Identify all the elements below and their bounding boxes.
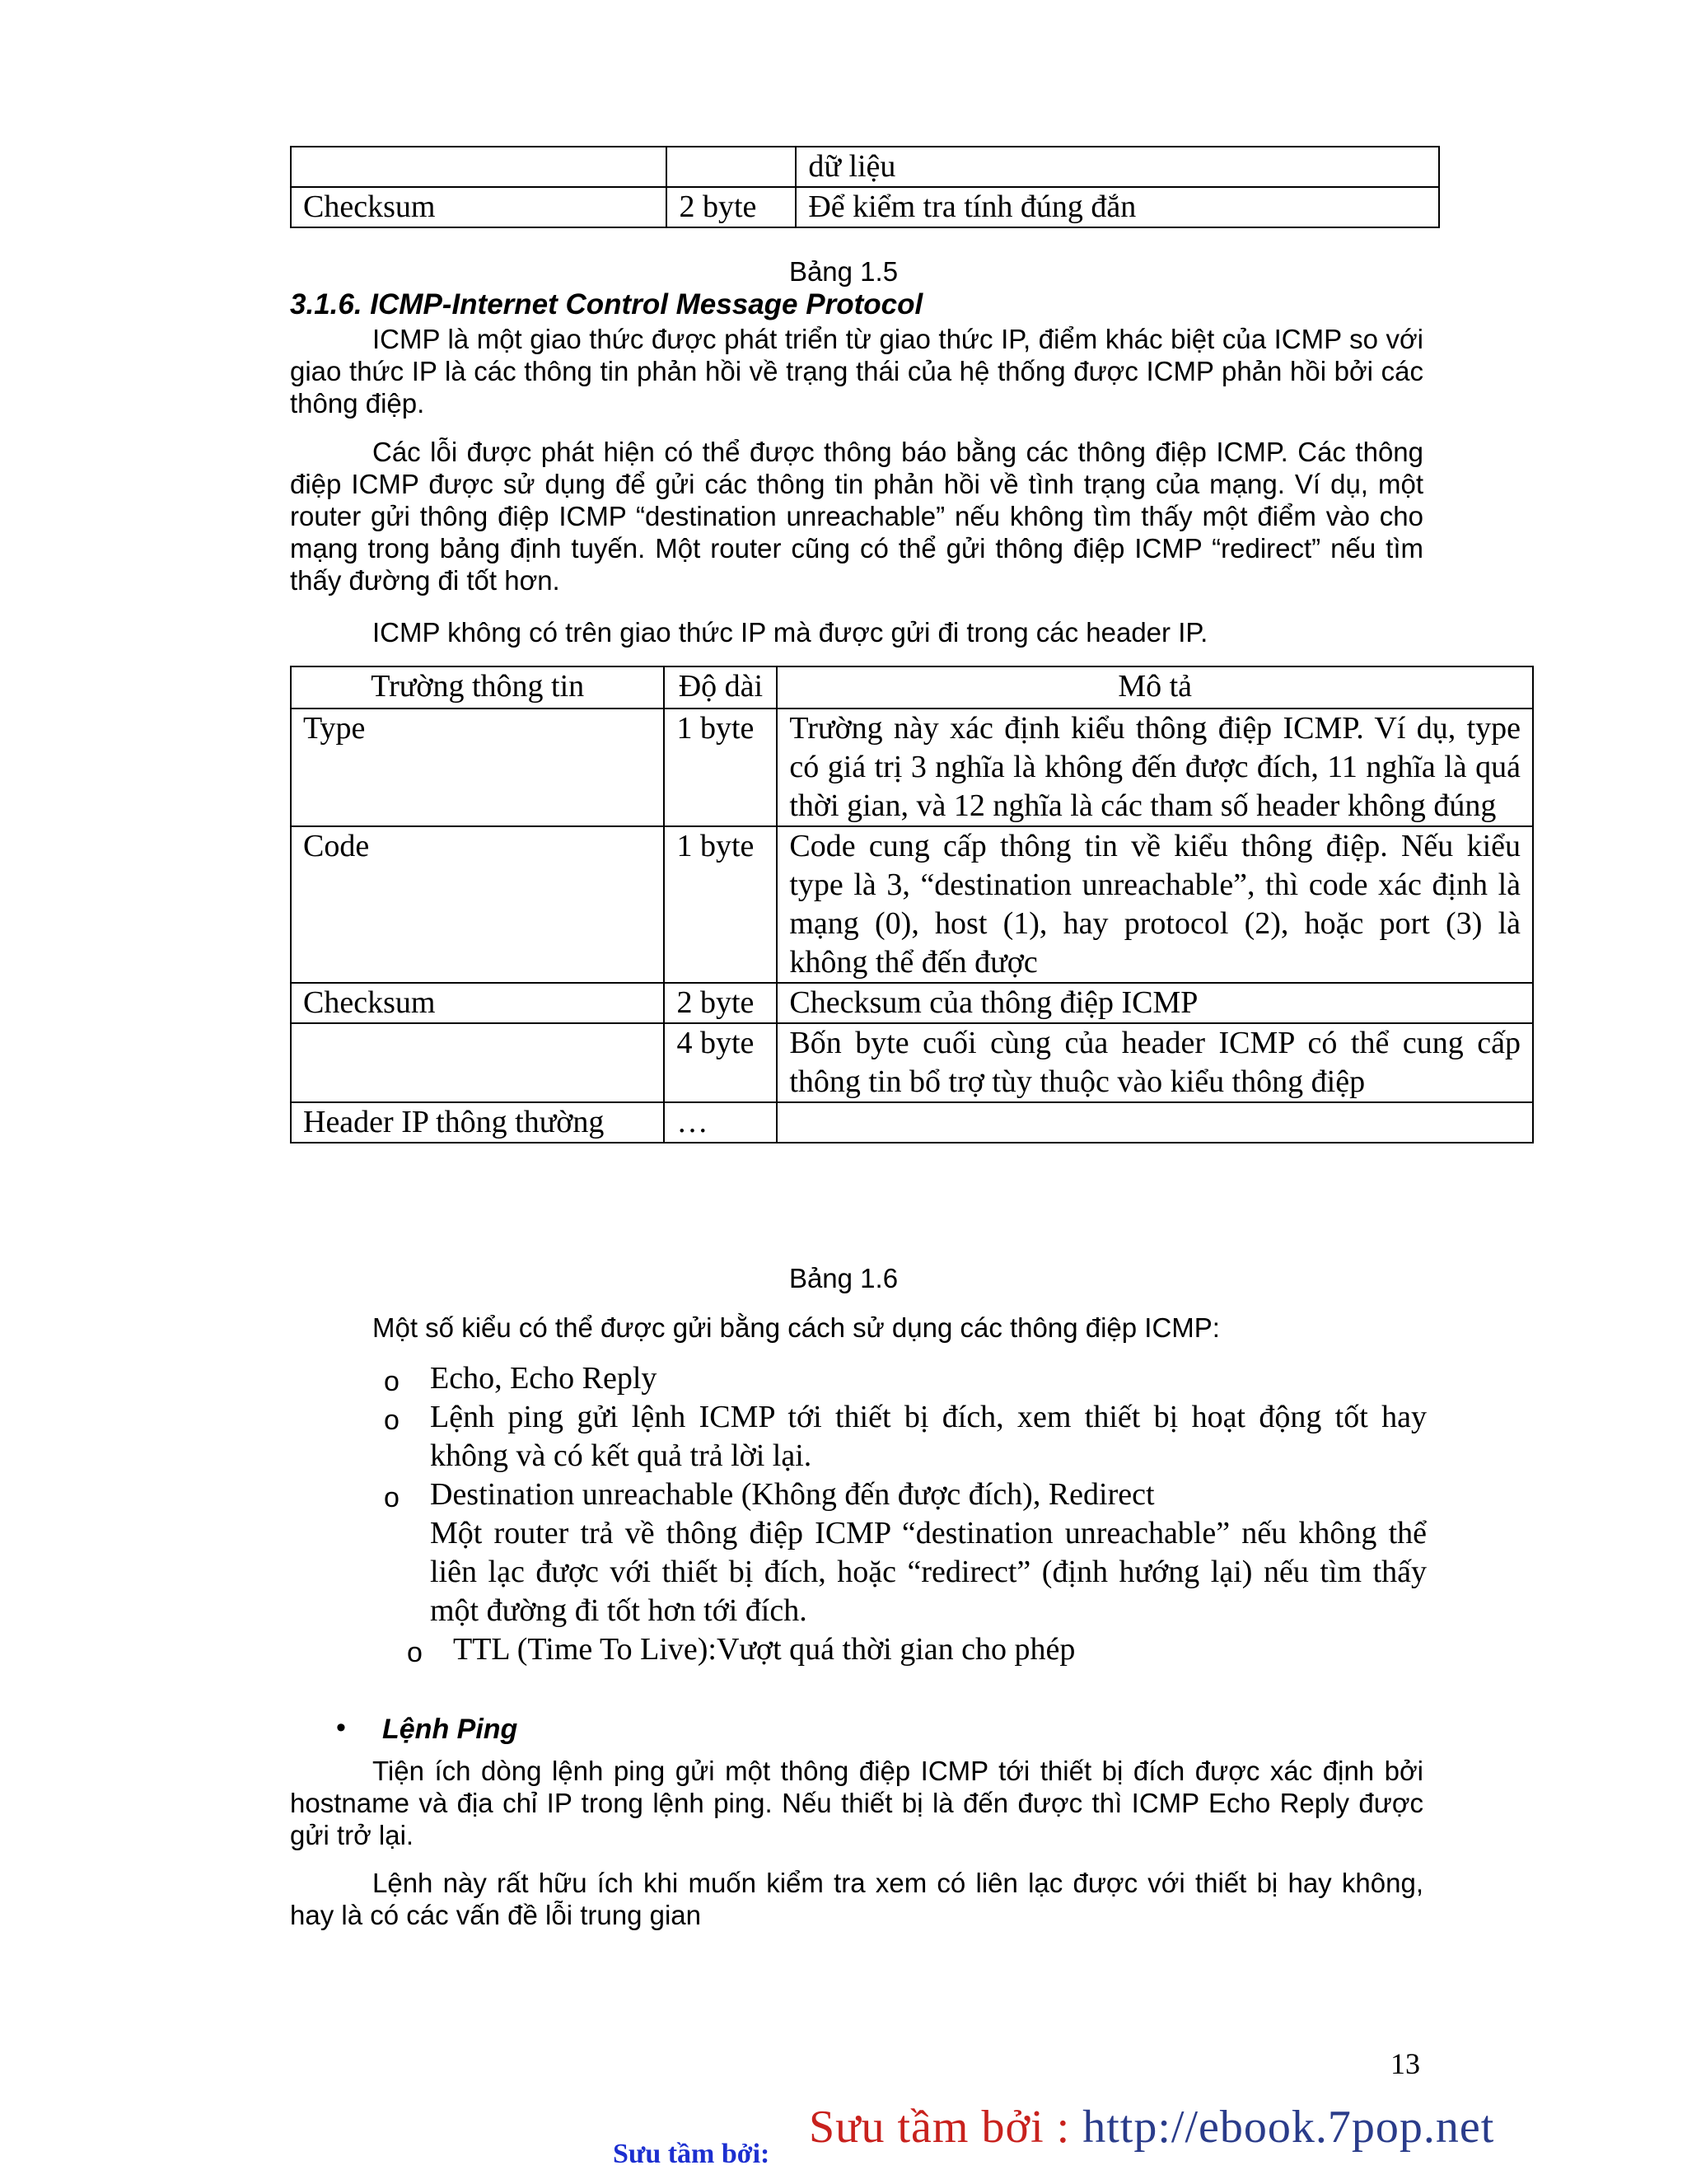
table-row bbox=[291, 1023, 1533, 1102]
table-cell-desc: Để kiểm tra tính đúng đắn bbox=[796, 187, 1439, 227]
paragraph-icmp-intro: ICMP là một giao thức được phát triển từ giao thức IP, điểm khác biệt của ICMP so với giao thức IP là các thông tin phản hồi về trạng thái của hệ thống được ICMP phản hồi bởi các thông điệp. bbox=[290, 324, 1423, 419]
table-cell-desc: Checksum của thông điệp ICMP bbox=[777, 983, 1533, 1023]
table-cell-length: … bbox=[664, 1102, 777, 1143]
page-number: 13 bbox=[1390, 2047, 1420, 2080]
table-row bbox=[291, 826, 1533, 983]
table-cell-length: 1 byte bbox=[664, 709, 777, 826]
paragraph-ping-2: Lệnh này rất hữu ích khi muốn kiểm tra xem có liên lạc được với thiết bị hay không, hay là có các vấn đề lỗi trung gian bbox=[290, 1868, 1423, 1930]
list-item-text: TTL (Time To Live):Vượt quá thời gian cho phép bbox=[453, 1632, 1076, 1667]
table-caption-1-6: Bảng 1.6 bbox=[788, 1263, 899, 1293]
paragraph-icmp-header: ICMP không có trên giao thức IP mà được gửi đi trong các header IP. bbox=[372, 617, 1208, 648]
table-cell-field: Type bbox=[291, 709, 664, 826]
table-cell-field: Code bbox=[291, 826, 664, 983]
section-heading: 3.1.6. ICMP-Internet Control Message Protocol bbox=[290, 288, 923, 320]
table-cell-field bbox=[291, 1023, 664, 1102]
column-header-field: Trường thông tin bbox=[291, 666, 664, 709]
table-icmp-header bbox=[290, 666, 1534, 1143]
ping-heading: Lệnh Ping bbox=[382, 1714, 518, 1745]
watermark-prefix: Sưu tầm bởi : bbox=[809, 2102, 1083, 2153]
circle-bullet-icon: o bbox=[384, 1366, 400, 1397]
table-cell-length: 4 byte bbox=[664, 1023, 777, 1102]
table-cell-desc: Trường này xác định kiểu thông điệp ICMP. Ví dụ, type có giá trị 3 nghĩa là không đến được đích, 11 nghĩa là quá thời gian, và 12 nghĩa là các tham số header không đúng bbox=[777, 709, 1533, 826]
column-header-desc: Mô tả bbox=[777, 666, 1533, 709]
table-cell-desc: dữ liệu bbox=[796, 147, 1439, 187]
circle-bullet-icon: o bbox=[407, 1637, 423, 1668]
table-1-5-fragment bbox=[290, 146, 1440, 228]
circle-bullet-icon: o bbox=[384, 1405, 400, 1436]
table-row bbox=[291, 147, 1439, 187]
table-cell-length bbox=[666, 147, 796, 187]
table-row bbox=[291, 983, 1533, 1023]
ping-bullet-icon: • bbox=[336, 1712, 346, 1743]
paragraph-ping-1: Tiện ích dòng lệnh ping gửi một thông điệp ICMP tới thiết bị đích được xác định bởi hostname và địa chỉ IP trong lệnh ping. Nếu thiết bị là đến được thì ICMP Echo Reply được gửi trở lại. bbox=[290, 1756, 1423, 1850]
table-caption-1-5: Bảng 1.5 bbox=[788, 256, 899, 287]
table-cell-field: Checksum bbox=[291, 983, 664, 1023]
table-header-row bbox=[291, 666, 1533, 709]
column-header-length: Độ dài bbox=[664, 666, 777, 709]
table-cell-length: 2 byte bbox=[664, 983, 777, 1023]
list-item-text: Lệnh ping gửi lệnh ICMP tới thiết bị đích, xem thiết bị hoạt động tốt hay không và có kết quả trả lời lại. bbox=[430, 1400, 1427, 1473]
table-cell-desc: Code cung cấp thông tin về kiểu thông điệp. Nếu kiểu type là 3, “destination unreachable”, thì code xác định là mạng (0), host (1), hay protocol (2), hoặc port (3) là không thể đến được bbox=[777, 826, 1533, 983]
table-cell-desc: Bốn byte cuối cùng của header ICMP có thể cung cấp thông tin bổ trợ tùy thuộc vào kiểu thông điệp bbox=[777, 1023, 1533, 1102]
table-cell-field bbox=[291, 147, 666, 187]
table-cell-length: 1 byte bbox=[664, 826, 777, 983]
table-cell-field: Checksum bbox=[291, 187, 666, 227]
list-item-text: Echo, Echo Reply bbox=[430, 1361, 657, 1396]
watermark-url: http://ebook.7pop.net bbox=[1082, 2102, 1495, 2153]
watermark bbox=[809, 2101, 1494, 2154]
list-item-subtext: Một router trả về thông điệp ICMP “destination unreachable” nếu không thể liên lạc được với thiết bị đích, hoặc “redirect” (định hướng lại) nếu tìm thấy một đường đi tốt hơn tới đích. bbox=[430, 1516, 1427, 1628]
source-label: Sưu tầm bởi: bbox=[613, 2139, 770, 2169]
table-row bbox=[291, 1102, 1533, 1143]
table-cell-length: 2 byte bbox=[666, 187, 796, 227]
paragraph-icmp-errors: Các lỗi được phát hiện có thể được thông báo bằng các thông điệp ICMP. Các thông điệp ICMP được sử dụng để gửi các thông tin phản hồi về tình trạng của mạng. Ví dụ, một router gửi thông điệp ICMP “destination unreachable” nếu không tìm thấy một điểm vào cho mạng trong bảng định tuyến. Một router cũng có thể gửi thông điệp ICMP “redirect” nếu tìm thấy đường đi tốt hơn. bbox=[290, 437, 1423, 596]
list-item-text: Destination unreachable (Không đến được đích), Redirect bbox=[430, 1477, 1155, 1512]
types-intro-text: Một số kiểu có thể được gửi bằng cách sử dụng các thông điệp ICMP: bbox=[372, 1312, 1220, 1343]
table-row bbox=[291, 187, 1439, 227]
table-row bbox=[291, 709, 1533, 826]
table-cell-field: Header IP thông thường bbox=[291, 1102, 664, 1143]
table-cell-desc bbox=[777, 1102, 1533, 1143]
circle-bullet-icon: o bbox=[384, 1482, 400, 1513]
